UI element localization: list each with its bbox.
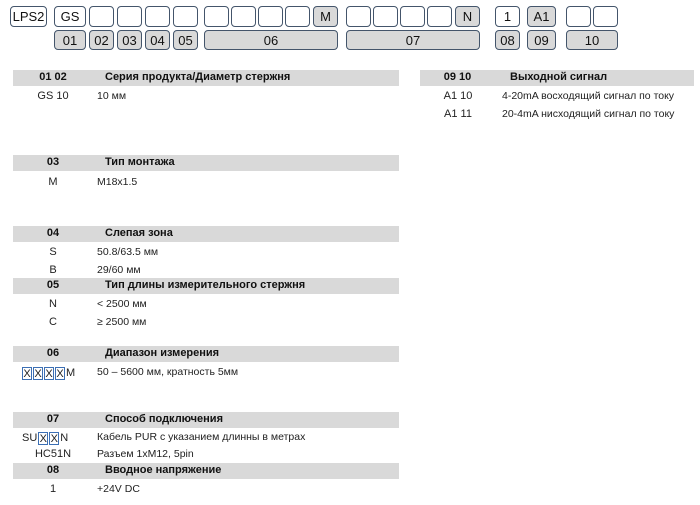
section-title: Слепая зона: [105, 227, 173, 239]
code-cell: GS: [54, 6, 86, 27]
section-header: [13, 346, 399, 362]
position-label: 05: [173, 30, 198, 50]
section-header: [13, 226, 399, 242]
section-header: [420, 70, 694, 86]
code-cell: M: [313, 6, 338, 27]
code-cell: [231, 6, 256, 27]
option-code: S: [49, 246, 57, 258]
option-code: 1: [49, 483, 57, 495]
section-header: [13, 155, 399, 171]
section-code: 01 02: [39, 71, 67, 83]
digit-placeholder: X: [34, 368, 42, 381]
code-cell: N: [455, 6, 480, 27]
digit-placeholder: X: [56, 368, 64, 381]
code-cell: [373, 6, 398, 27]
option-code: C: [49, 316, 57, 328]
position-label: 01: [54, 30, 86, 50]
option-desc: 4-20mA восходящий сигнал по току: [502, 90, 675, 102]
position-label: 04: [145, 30, 170, 50]
section-code: 04: [46, 227, 60, 239]
option-code: HC51N: [34, 448, 72, 460]
section-code: 06: [46, 347, 60, 359]
position-label: 09: [527, 30, 556, 50]
code-cell: [145, 6, 170, 27]
option-code: M: [48, 176, 58, 188]
section-title: Вводное напряжение: [105, 464, 222, 476]
code-cell: 1: [495, 6, 520, 27]
connection-code-pattern: [22, 430, 69, 448]
section-header: [13, 70, 399, 86]
code-cell: [566, 6, 591, 27]
section-title: Тип монтажа: [105, 156, 175, 168]
section-code: 09 10: [443, 71, 472, 83]
section-title: Тип длины измерительного стержня: [105, 279, 306, 291]
position-label: 07: [346, 30, 480, 50]
range-code-pattern: [22, 365, 76, 383]
digit-placeholder: X: [23, 368, 31, 381]
code-cell: [258, 6, 283, 27]
code-suffix: M: [66, 367, 76, 380]
code-cell: [400, 6, 425, 27]
digit-placeholder: X: [45, 368, 53, 381]
digit-placeholder: X: [50, 433, 58, 446]
option-code: N: [49, 298, 57, 310]
option-desc: Разъем 1xM12, 5pin: [97, 448, 194, 460]
code-cell: [285, 6, 310, 27]
option-code: GS 10: [37, 90, 69, 102]
section-title: Выходной сигнал: [510, 71, 608, 83]
option-desc: ≥ 2500 мм: [97, 316, 147, 328]
section-code: 03: [46, 156, 60, 168]
option-desc: 10 мм: [97, 90, 127, 102]
section-title: Серия продукта/Диаметр стержня: [105, 71, 291, 83]
option-desc: M18x1.5: [97, 176, 138, 188]
option-code: A1 11: [444, 108, 472, 120]
section-code: 08: [46, 464, 60, 476]
option-code: A1 10: [443, 90, 473, 102]
option-code: B: [49, 264, 57, 276]
position-label: 10: [566, 30, 618, 50]
code-cell: LPS2: [10, 6, 47, 27]
option-desc: +24V DC: [97, 483, 140, 495]
position-label: 06: [204, 30, 338, 50]
section-code: 07: [46, 413, 60, 425]
section-title: Способ подключения: [105, 413, 223, 425]
position-label: 03: [117, 30, 142, 50]
option-desc: 50.8/63.5 мм: [97, 246, 159, 258]
code-cell: [204, 6, 229, 27]
option-desc: < 2500 мм: [97, 298, 147, 310]
code-cell: [117, 6, 142, 27]
option-desc: 29/60 мм: [97, 264, 141, 276]
option-desc: Кабель PUR с указанием длинны в метрах: [97, 431, 306, 443]
code-cell: [593, 6, 618, 27]
section-code: 05: [46, 279, 60, 291]
section-title: Диапазон измерения: [105, 347, 220, 359]
code-cell: [427, 6, 452, 27]
code-cell: [173, 6, 198, 27]
digit-placeholder: X: [39, 433, 47, 446]
position-label: 08: [495, 30, 520, 50]
section-header: [13, 463, 399, 479]
code-suffix: N: [60, 432, 69, 445]
code-cell: [89, 6, 114, 27]
code-cell: A1: [527, 6, 556, 27]
option-desc: 20-4mA нисходящий сигнал по току: [502, 108, 675, 120]
code-cell: [346, 6, 371, 27]
option-desc: 50 – 5600 мм, кратность 5мм: [97, 366, 239, 378]
position-label: 02: [89, 30, 114, 50]
section-header: [13, 278, 399, 294]
code-prefix: SU: [22, 432, 38, 445]
section-header: [13, 412, 399, 428]
